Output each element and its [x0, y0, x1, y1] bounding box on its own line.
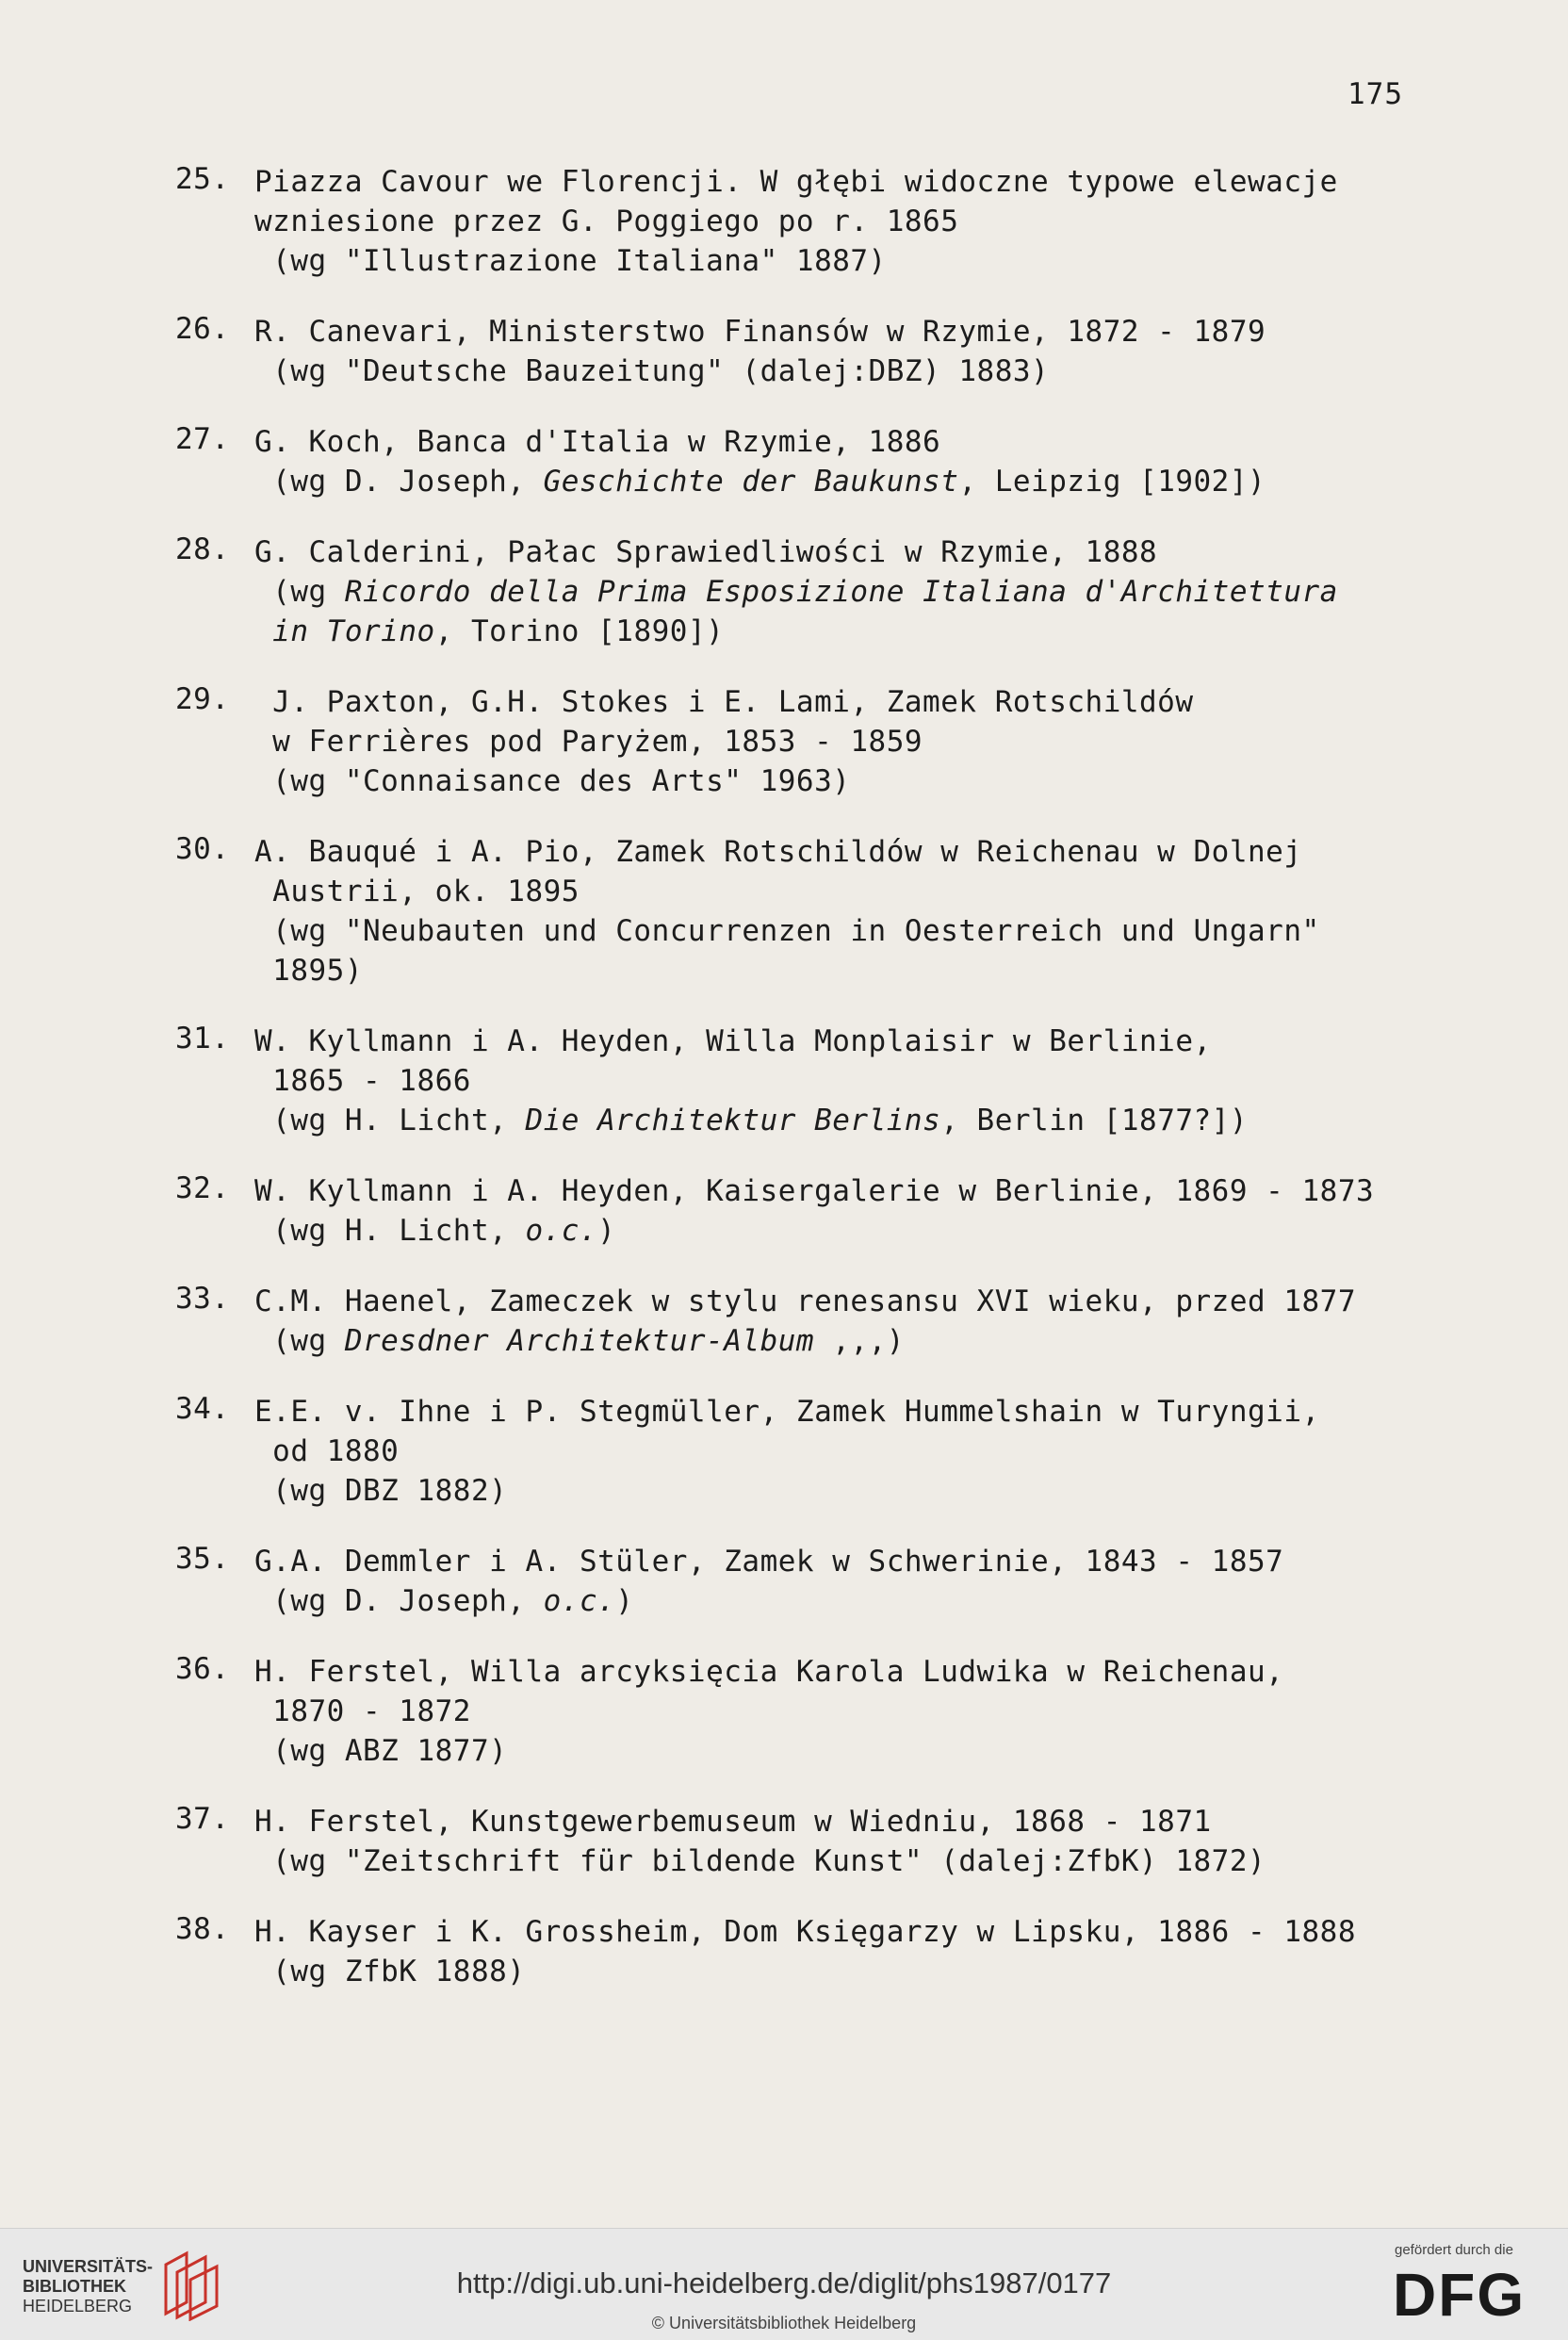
entry-text: 1865 - 1866 [254, 1064, 471, 1098]
entry-line [254, 422, 1429, 462]
entry-line [254, 1282, 1429, 1321]
entry-text: , Leipzig [1902]) [958, 465, 1266, 499]
entry-text: (wg H. Licht, [254, 1214, 526, 1248]
entry-number: 38. [175, 1912, 230, 1946]
document-url-link[interactable]: http://digi.ub.uni-heidelberg.de/diglit/phs1987/0177 [456, 2266, 1112, 2299]
italic-title: o.c. [525, 1214, 598, 1248]
entry-text: Austrii, ok. 1895 [254, 875, 580, 908]
entry-line [254, 202, 1429, 241]
entry-number: 34. [175, 1392, 230, 1426]
entry-line [254, 1171, 1429, 1211]
entry-text: 1870 - 1872 [254, 1694, 471, 1728]
italic-title: in Torino [272, 614, 435, 648]
entry-number: 35. [175, 1542, 230, 1576]
entry-text: H. Kayser i K. Grossheim, Dom Księgarzy w Lipsku, 1886 - 1888 [254, 1915, 1356, 1949]
entry-text: (wg "Neubauten und Concurrenzen in Oesterreich und Ungarn" [254, 914, 1320, 948]
bibliography-entry [175, 1282, 1429, 1361]
entry-text: (wg "Connaisance des Arts" 1963) [254, 764, 851, 798]
entry-text: G. Calderini, Pałac Sprawiedliwości w Rzymie, 1888 [254, 535, 1158, 569]
entry-text: ,,,) [814, 1324, 905, 1358]
bibliography-entry [175, 1542, 1429, 1621]
entry-number: 27. [175, 422, 230, 456]
entry-line [254, 1061, 1429, 1101]
entry-line [254, 1731, 1429, 1771]
bibliography-entry [175, 312, 1429, 391]
entry-number: 36. [175, 1652, 230, 1686]
entry-line [254, 1692, 1429, 1731]
italic-title: o.c. [543, 1584, 616, 1618]
entry-text: (wg D. Joseph, [254, 465, 544, 499]
bibliography-entry [175, 1652, 1429, 1771]
entry-number: 30. [175, 832, 230, 866]
entry-line [254, 241, 1429, 281]
entry-line [254, 1392, 1429, 1432]
entry-line [254, 1101, 1429, 1140]
entry-line [254, 352, 1429, 391]
entry-text: E.E. v. Ihne i P. Stegmüller, Zamek Hummelshain w Turyngii, [254, 1395, 1320, 1429]
entry-text: R. Canevari, Ministerstwo Finansów w Rzymie, 1872 - 1879 [254, 315, 1266, 349]
entry-text: ) [615, 1584, 634, 1618]
entry-line [254, 1912, 1429, 1952]
entry-line [254, 1542, 1429, 1581]
entry-line [254, 1022, 1429, 1061]
entry-text: (wg ABZ 1877) [254, 1734, 508, 1768]
entry-line [254, 951, 1429, 990]
logo-line-3: HEIDELBERG [23, 2297, 133, 2315]
entry-text [254, 614, 272, 648]
bibliography-entry [175, 422, 1429, 501]
italic-title: Geschichte der Baukunst [543, 465, 959, 499]
entry-line [254, 682, 1429, 722]
entry-text: (wg "Zeitschrift für bildende Kunst" (dalej:ZfbK) 1872) [254, 1844, 1266, 1878]
bibliography-entry [175, 1912, 1429, 1991]
entry-line [254, 1471, 1429, 1511]
entry-line [254, 832, 1429, 872]
entry-line [254, 572, 1429, 612]
entry-line [254, 911, 1429, 951]
entry-text: 1895) [254, 954, 363, 988]
bibliography-entry [175, 682, 1429, 801]
entry-line [254, 462, 1429, 501]
entry-text: (wg "Illustrazione Italiana" 1887) [254, 244, 887, 278]
bibliography-entry [175, 1022, 1429, 1140]
entry-number: 29. [175, 682, 230, 716]
entry-line [254, 312, 1429, 352]
entry-text: G. Koch, Banca d'Italia w Rzymie, 1886 [254, 425, 941, 459]
entry-number: 26. [175, 312, 230, 346]
copyright-text: © Universitätsbibliothek Heidelberg [651, 2314, 917, 2332]
entry-line [254, 532, 1429, 572]
entry-text: wzniesione przez G. Poggiego po r. 1865 [254, 205, 959, 238]
entry-text: W. Kyllmann i A. Heyden, Willa Monplaisir w Berlinie, [254, 1024, 1212, 1058]
entry-text: C.M. Haenel, Zameczek w stylu renesansu XVI wieku, przed 1877 [254, 1285, 1356, 1318]
entry-line [254, 1802, 1429, 1841]
entry-line [254, 872, 1429, 911]
entry-number: 32. [175, 1171, 230, 1205]
entry-line [254, 612, 1429, 651]
bibliography-entry [175, 162, 1429, 281]
footer-bar [0, 2228, 1568, 2340]
entry-number: 28. [175, 532, 230, 566]
italic-title: Dresdner Architektur-Album [344, 1324, 815, 1358]
entry-text: G.A. Demmler i A. Stüler, Zamek w Schwerinie, 1843 - 1857 [254, 1545, 1284, 1579]
entry-line [254, 1211, 1429, 1251]
bibliography-entry [175, 1802, 1429, 1881]
entry-text: (wg ZfbK 1888) [254, 1955, 526, 1988]
entry-line [254, 1432, 1429, 1471]
entry-text: , Berlin [1877?]) [940, 1104, 1249, 1137]
entry-line [254, 1652, 1429, 1692]
entry-text: w Ferrières pod Paryżem, 1853 - 1859 [254, 725, 923, 759]
entry-text: A. Bauqué i A. Pio, Zamek Rotschildów w Reichenau w Dolnej [254, 835, 1302, 869]
entry-number: 25. [175, 162, 230, 196]
bibliography-entry [175, 532, 1429, 651]
entry-text: H. Ferstel, Kunstgewerbemuseum w Wiedniu, 1868 - 1871 [254, 1805, 1212, 1839]
entry-text: (wg D. Joseph, [254, 1584, 544, 1618]
entry-line [254, 1841, 1429, 1881]
page-number: 175 [1348, 77, 1403, 111]
italic-title: Ricordo della Prima Esposizione Italiana d'Architettura [344, 575, 1338, 609]
bibliography-entry [175, 1392, 1429, 1511]
entry-text: (wg DBZ 1882) [254, 1474, 508, 1508]
dfg-logo-text: DFG [1393, 2261, 1527, 2323]
italic-title: Die Architektur Berlins [525, 1104, 941, 1137]
entry-text: ) [597, 1214, 616, 1248]
entry-line [254, 1321, 1429, 1361]
entry-number: 33. [175, 1282, 230, 1316]
entry-text: (wg H. Licht, [254, 1104, 526, 1137]
dfg-logo-icon[interactable] [1393, 2261, 1544, 2323]
entry-number: 37. [175, 1802, 230, 1836]
entry-text: W. Kyllmann i A. Heyden, Kaisergalerie w Berlinie, 1869 - 1873 [254, 1174, 1375, 1208]
entry-text: (wg [254, 1324, 345, 1358]
dfg-caption: gefördert durch die [1395, 2242, 1513, 2258]
entry-text: (wg [254, 575, 345, 609]
entry-line [254, 1952, 1429, 1991]
entry-text: H. Ferstel, Willa arcyksięcia Karola Ludwika w Reichenau, [254, 1655, 1284, 1689]
entry-text: J. Paxton, G.H. Stokes i E. Lami, Zamek Rotschildów [254, 685, 1194, 719]
bibliography-entry [175, 1171, 1429, 1251]
entry-list [175, 162, 1429, 2022]
logo-line-1: UNIVERSITÄTS- [23, 2257, 154, 2276]
entry-text: od 1880 [254, 1434, 400, 1468]
entry-number: 31. [175, 1022, 230, 1055]
entry-line [254, 722, 1429, 761]
logo-line-2: BIBLIOTHEK [23, 2277, 126, 2296]
entry-line [254, 1581, 1429, 1621]
entry-line [254, 162, 1429, 202]
entry-text: (wg "Deutsche Bauzeitung" (dalej:DBZ) 1883) [254, 354, 1050, 388]
entry-text: , Torino [1890]) [434, 614, 725, 648]
bibliography-entry [175, 832, 1429, 990]
entry-line [254, 761, 1429, 801]
entry-text: Piazza Cavour we Florencji. W głębi widoczne typowe elewacje [254, 165, 1338, 199]
